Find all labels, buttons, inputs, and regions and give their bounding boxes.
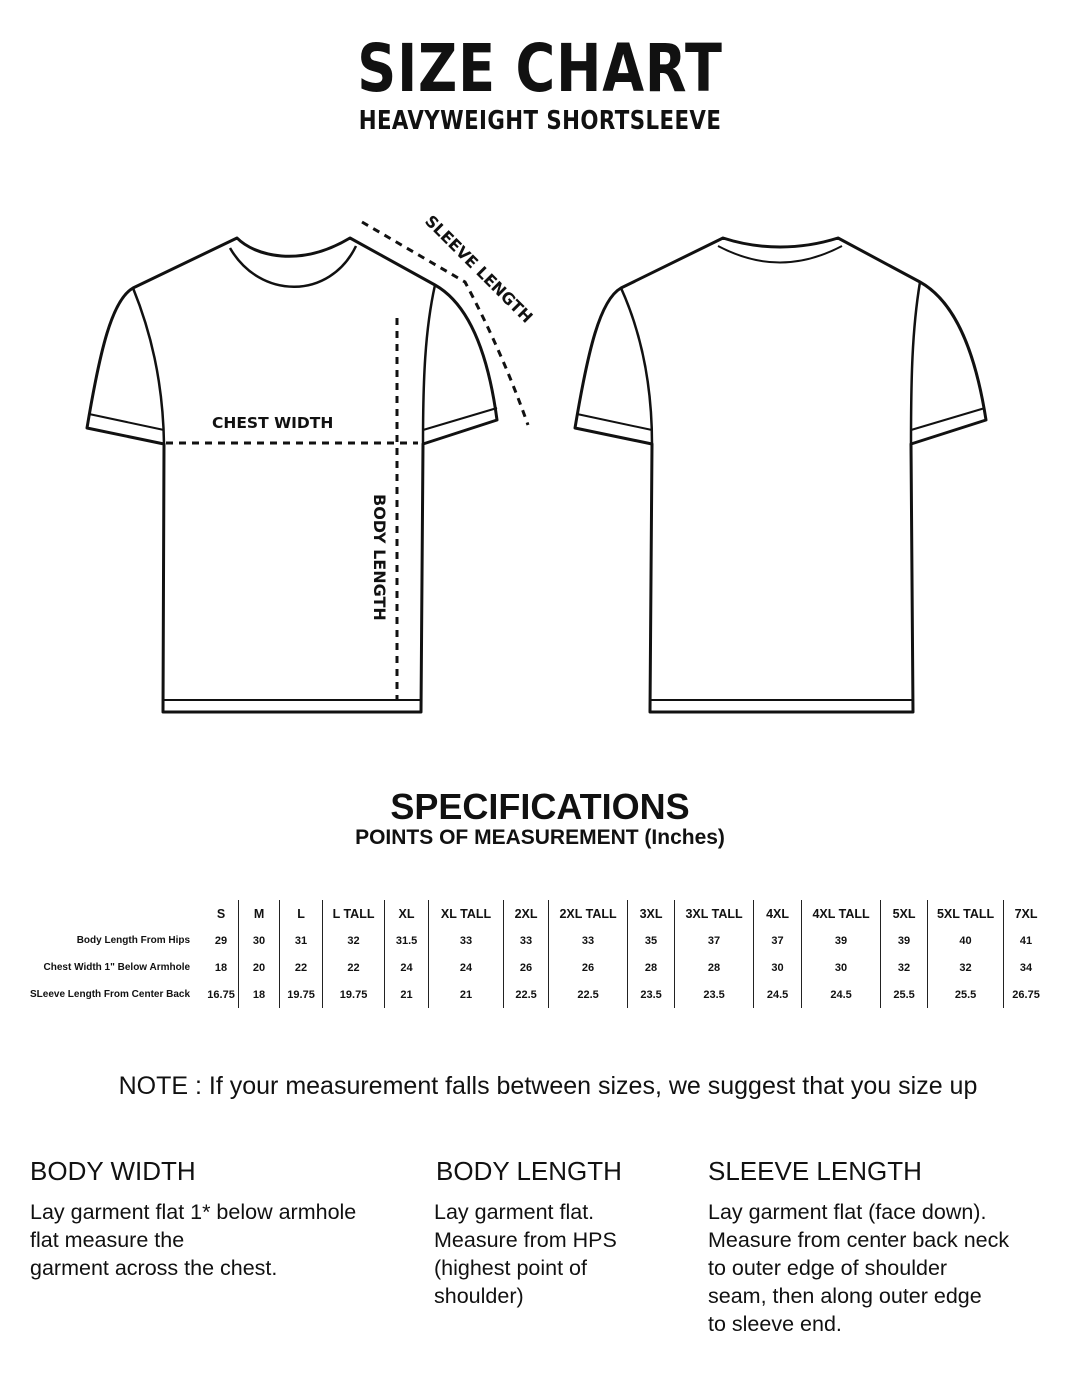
value-cell: 19.75	[323, 981, 385, 1008]
size-header: XL	[385, 900, 429, 927]
size-table	[30, 900, 1048, 1008]
value-cell: 19.75	[280, 981, 323, 1008]
value-cell: 32	[928, 954, 1004, 981]
value-cell: 24	[429, 954, 504, 981]
back-armhole-right	[911, 282, 920, 444]
size-header: 4XL	[754, 900, 802, 927]
value-cell: 25.5	[881, 981, 928, 1008]
size-header: 2XL	[504, 900, 549, 927]
value-cell: 23.5	[675, 981, 754, 1008]
value-cell: 26.75	[1004, 981, 1049, 1008]
value-cell: 29	[214, 934, 228, 947]
row-label: Body Length From Hips	[76, 935, 191, 946]
front-collar	[230, 246, 356, 287]
size-header: 3XL TALL	[675, 900, 754, 927]
back-left-sleeve-hem	[577, 414, 652, 430]
sleeve-length-heading: SLEEVE LENGTH	[708, 1156, 922, 1186]
front-right-sleeve-hem	[423, 408, 497, 430]
value-cell: 39	[802, 927, 881, 954]
value-cell: 33	[504, 927, 549, 954]
chest-width-label: CHEST WIDTH	[212, 414, 334, 432]
value-cell: 22.5	[549, 981, 628, 1008]
back-shirt-outline	[575, 238, 986, 712]
size-header: 3XL	[628, 900, 675, 927]
size-header: L	[280, 900, 323, 927]
size-header: XL TALL	[429, 900, 504, 927]
specifications-title: SPECIFICATIONS	[390, 786, 690, 827]
sleeve-length-line	[362, 222, 528, 425]
value-cell: 31.5	[385, 927, 429, 954]
value-cell: 16.75	[207, 988, 235, 1001]
value-cell: 32	[323, 927, 385, 954]
value-cell: 23.5	[628, 981, 675, 1008]
value-cell: 24	[385, 954, 429, 981]
size-header: L TALL	[323, 900, 385, 927]
value-cell: 37	[675, 927, 754, 954]
value-cell: 28	[628, 954, 675, 981]
front-shirt-outline	[87, 238, 497, 712]
value-cell: 24.5	[802, 981, 881, 1008]
size-header: 7XL	[1004, 900, 1049, 927]
value-cell: 22	[280, 954, 323, 981]
body-length-label: BODY LENGTH	[370, 494, 389, 621]
sleeve-length-label: SLEEVE LENGTH	[421, 211, 537, 327]
body-length-heading: BODY LENGTH	[436, 1156, 622, 1186]
front-armhole-left	[133, 288, 164, 444]
value-cell: 22.5	[504, 981, 549, 1008]
value-cell: 20	[239, 954, 280, 981]
value-cell: 30	[239, 927, 280, 954]
specifications-subtitle: POINTS OF MEASUREMENT (Inches)	[355, 826, 725, 849]
size-header: M	[239, 900, 280, 927]
table-row	[30, 927, 1048, 954]
value-cell: 33	[429, 927, 504, 954]
value-cell: 28	[675, 954, 754, 981]
value-cell: 21	[385, 981, 429, 1008]
back-right-sleeve-hem	[911, 408, 985, 430]
value-cell: 22	[323, 954, 385, 981]
table-row	[30, 981, 1048, 1008]
header-label-cell	[30, 900, 204, 927]
value-cell: 41	[1004, 927, 1049, 954]
value-cell: 18	[239, 981, 280, 1008]
row-label: Chest Width 1" Below Armhole	[43, 962, 191, 973]
sleeve-length-description: Lay garment flat (face down). Measure from center back neck to outer edge of shoulder seam, then along outer edge to sleeve end.	[708, 1200, 1010, 1336]
value-cell: 30	[754, 954, 802, 981]
page-title: SIZE CHART	[357, 30, 723, 107]
back-armhole-left	[621, 288, 652, 444]
table-row	[30, 954, 1048, 981]
value-cell: 25.5	[928, 981, 1004, 1008]
body-length-description: Lay garment flat. Measure from HPS (highest point of shoulder)	[434, 1200, 617, 1308]
size-header: 2XL TALL	[549, 900, 628, 927]
value-cell: 21	[429, 981, 504, 1008]
value-cell: 33	[549, 927, 628, 954]
size-note: NOTE : If your measurement falls between sizes, we suggest that you size up	[118, 1072, 978, 1100]
value-cell: 24.5	[754, 981, 802, 1008]
value-cell: 26	[549, 954, 628, 981]
value-cell: 26	[504, 954, 549, 981]
value-cell: 18	[214, 961, 228, 974]
page-subtitle: HEAVYWEIGHT SHORTSLEEVE	[358, 106, 722, 136]
size-header: 4XL TALL	[802, 900, 881, 927]
size-header: 5XL	[881, 900, 928, 927]
value-cell: 32	[881, 954, 928, 981]
value-cell: 35	[628, 927, 675, 954]
value-cell: 39	[881, 927, 928, 954]
value-cell: 40	[928, 927, 1004, 954]
value-cell: 37	[754, 927, 802, 954]
value-cell: 31	[280, 927, 323, 954]
front-left-sleeve-hem	[89, 414, 164, 430]
value-cell: 34	[1004, 954, 1049, 981]
body-width-heading: BODY WIDTH	[30, 1156, 196, 1186]
body-width-description: Lay garment flat 1* below armhole flat measure the garment across the chest.	[30, 1200, 357, 1280]
front-armhole-right	[423, 285, 435, 444]
value-cell: 30	[802, 954, 881, 981]
size-header: S	[216, 906, 226, 921]
size-header-row	[30, 900, 1048, 927]
size-header: 5XL TALL	[928, 900, 1004, 927]
row-label: SLeeve Length From Center Back	[30, 989, 191, 1000]
tshirt-diagram	[0, 190, 1080, 750]
